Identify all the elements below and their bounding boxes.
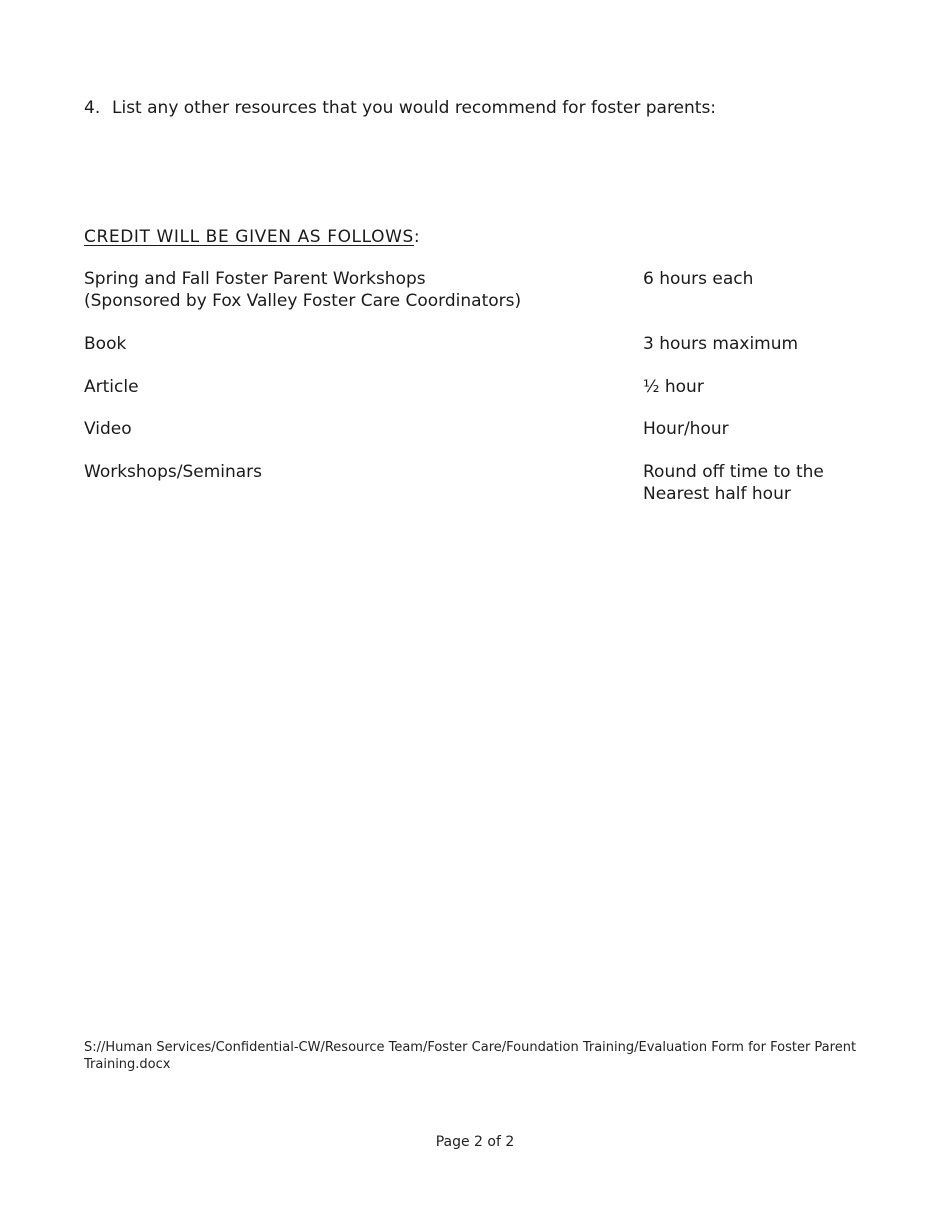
credit-value-line: Hour/hour <box>643 419 729 439</box>
credit-value <box>643 418 883 440</box>
question-4 <box>84 97 716 119</box>
credit-value <box>643 376 883 398</box>
credit-item <box>84 333 624 355</box>
credit-item <box>84 418 624 440</box>
credit-item-line: (Sponsored by Fox Valley Foster Care Coordinators) <box>84 291 522 311</box>
credit-value-line: Nearest half hour <box>643 484 791 504</box>
credit-value-line: 6 hours each <box>643 269 754 289</box>
credit-item-line: Book <box>84 334 127 354</box>
credit-item <box>84 376 624 398</box>
credit-value <box>643 461 883 505</box>
credit-item-line: Workshops/Seminars <box>84 462 263 482</box>
credit-heading <box>84 226 420 248</box>
credit-item-line: Spring and Fall Foster Parent Workshops <box>84 269 426 289</box>
question-text: List any other resources that you would recommend for foster parents: <box>112 98 717 118</box>
credit-item <box>84 268 624 312</box>
page-number: Page 2 of 2 <box>435 1134 515 1150</box>
credit-heading-colon: : <box>413 227 421 247</box>
footer-file-path: S://Human Services/Confidential-CW/Resource Team/Foster Care/Foundation Training/Evaluation Form for Foster Parent Training.docx <box>84 1040 857 1072</box>
credit-value-line: Round off time to the <box>643 462 824 482</box>
credit-value <box>643 268 883 290</box>
credit-value-line: 3 hours maximum <box>643 334 799 354</box>
credit-item-line: Article <box>84 377 139 397</box>
credit-item-line: Video <box>84 419 132 439</box>
credit-item <box>84 461 624 483</box>
credit-value <box>643 333 883 355</box>
credit-value-line: ½ hour <box>643 377 704 397</box>
question-number: 4. <box>84 98 101 118</box>
credit-heading-text: CREDIT WILL BE GIVEN AS FOLLOWS <box>84 227 414 247</box>
